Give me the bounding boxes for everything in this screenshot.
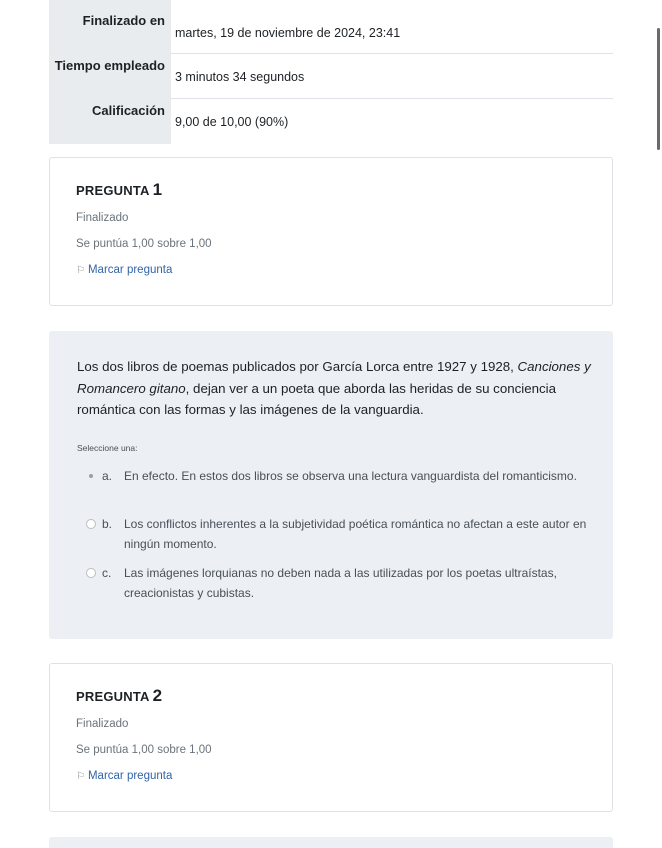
- flag-icon: ⚐: [76, 771, 85, 782]
- question-state: Finalizado: [76, 212, 129, 224]
- radio-icon[interactable]: [86, 568, 96, 578]
- summary-value: 9,00 de 10,00 (90%): [175, 115, 289, 129]
- answer-letter: c.: [102, 566, 112, 580]
- question-title-word: PREGUNTA: [76, 183, 150, 198]
- radio-icon[interactable]: [86, 471, 96, 481]
- question-state: Finalizado: [76, 718, 129, 730]
- flag-question-label: Marcar pregunta: [87, 264, 173, 276]
- summary-value: martes, 19 de noviembre de 2024, 23:41: [171, 0, 613, 54]
- question-grade: Se puntúa 1,00 sobre 1,00: [76, 744, 212, 756]
- flag-icon: ⚐: [76, 265, 85, 276]
- page-scrollbar[interactable]: [657, 28, 660, 150]
- question-number: 2: [152, 686, 163, 705]
- answer-letter: a.: [102, 469, 113, 483]
- question-number: 1: [152, 180, 163, 199]
- flag-question-link[interactable]: [76, 770, 172, 782]
- answer-text: Los conflictos inherentes a la subjetividad poética romántica no afectan a este autor en ningún momento.: [124, 517, 587, 551]
- radio-icon[interactable]: [86, 519, 96, 529]
- answer-text: Las imágenes lorquianas no deben nada a las utilizadas por los poetas ultraístas, creacionistas y cubistas.: [124, 566, 557, 600]
- question-title: [76, 686, 162, 706]
- flag-question-label: Marcar pregunta: [87, 770, 173, 782]
- answer-option-c[interactable]: [86, 564, 596, 603]
- question-text: [77, 356, 592, 421]
- question-content-card: [49, 331, 613, 639]
- question-title: [76, 180, 162, 200]
- question-content-card: [49, 837, 613, 848]
- question-text-part: Los dos libros de poemas publicados por García Lorca entre 1927 y 1928,: [77, 359, 518, 374]
- flag-question-link[interactable]: [76, 264, 172, 276]
- summary-row-time-taken: [49, 54, 613, 99]
- question-text-italic: Canciones y Romancero gitano: [77, 359, 591, 396]
- summary-label: Calificación: [49, 99, 171, 144]
- summary-label: Finalizado en: [49, 0, 171, 54]
- answer-letter: b.: [102, 517, 113, 531]
- answer-option-a[interactable]: [86, 467, 596, 487]
- answer-prompt: Seleccione una:: [77, 443, 138, 453]
- summary-value: 3 minutos 34 segundos: [171, 54, 613, 99]
- question-info-card: [49, 157, 613, 306]
- answer-option-b[interactable]: [86, 515, 596, 554]
- summary-label: Tiempo empleado: [49, 54, 171, 99]
- attempt-summary-table: [49, 0, 613, 144]
- summary-row-finished: [49, 0, 613, 54]
- question-title-word: PREGUNTA: [76, 689, 150, 704]
- answer-text: En efecto. En estos dos libros se observa una lectura vanguardista del romanticismo.: [124, 469, 577, 483]
- question-grade: Se puntúa 1,00 sobre 1,00: [76, 238, 212, 250]
- question-info-card: [49, 663, 613, 812]
- summary-row-grade: [49, 99, 613, 144]
- question-text-part: , dejan ver a un poeta que aborda las heridas de su conciencia romántica con las formas y las imágenes de la vanguardia.: [77, 380, 557, 417]
